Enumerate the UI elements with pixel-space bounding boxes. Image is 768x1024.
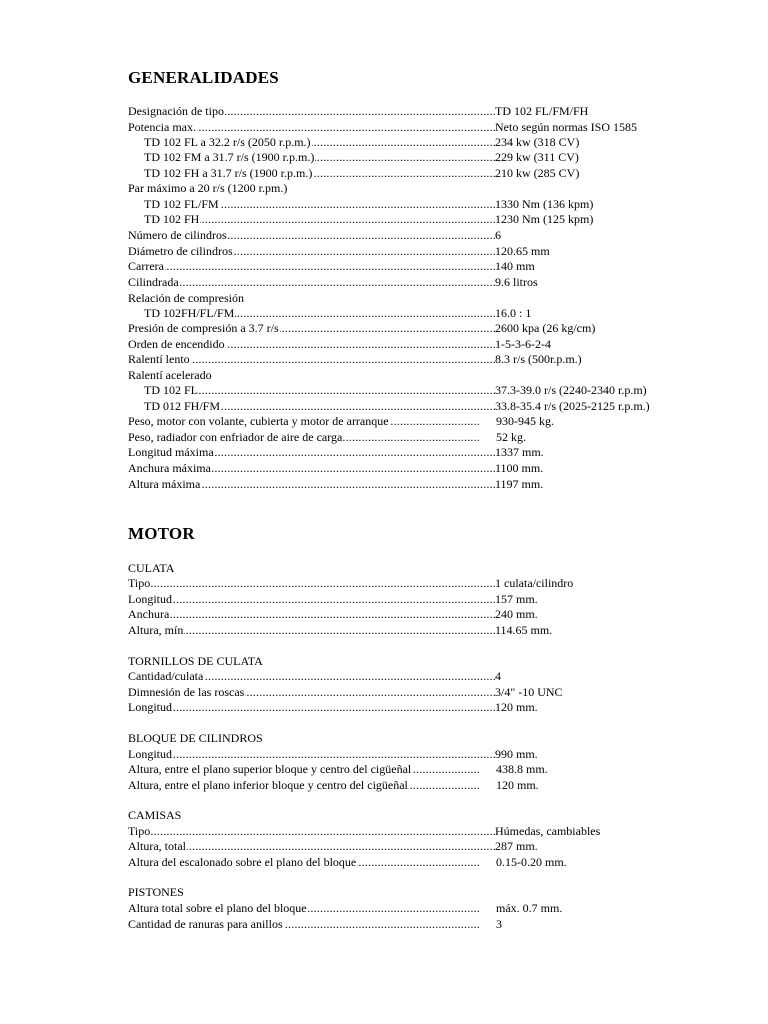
spec-label: TD 102 FL [144,383,198,397]
spec-value: Neto según normas ISO 1585 [495,120,637,134]
spec-label: Peso, radiador con enfriador de aire de carga [128,430,343,444]
spec-label: Anchura [128,607,170,621]
subsection-title-pistones: PISTONES [128,885,184,899]
spec-label: Altura, mín [128,623,184,637]
subsection-title-bloque: BLOQUE DE CILINDROS [128,731,263,745]
spec-group-label: Relación de compresión [128,291,244,305]
spec-value: 140 mm [495,259,535,273]
spec-label: Altura, entre el plano superior bloque y centro del cigüeñal [128,762,412,776]
spec-value: 438.8 mm. [496,762,548,776]
spec-label: Altura, entre el plano inferior bloque y centro del cigüeñal [128,778,408,792]
spec-value: 234 kw (318 CV) [495,135,580,149]
section-title-generalidades: GENERALIDADES [128,68,279,87]
spec-label: TD 102 FH [144,212,200,226]
spec-value: 120.65 mm [495,244,550,258]
spec-value: 1337 mm. [495,445,544,459]
spec-label: TD 102 FM a 31.7 r/s (1900 r.p.m.) [144,150,315,164]
spec-value: 4 [495,669,501,683]
spec-value: 52 kg. [496,430,526,444]
spec-label: TD 012 FH/FM [144,399,221,413]
spec-value: Húmedas, cambiables [495,824,601,838]
spec-value: 0.15-0.20 mm. [496,855,567,869]
spec-value: 3/4" -10 UNC [495,685,563,699]
spec-value: 930-945 kg. [496,414,554,428]
spec-label: Orden de encendido [128,337,225,351]
spec-label: Designación de tipo [128,104,224,118]
spec-group-label: Par máximo a 20 r/s (1200 r.pm.) [128,181,288,195]
spec-value: 1-5-3-6-2-4 [495,337,551,351]
spec-label: Altura total sobre el plano del bloque [128,901,307,915]
spec-label: Número de cilindros [128,228,227,242]
spec-label: Altura, total [128,839,186,853]
spec-value: 229 kw (311 CV) [495,150,579,164]
spec-value: 3 [496,917,502,931]
spec-label: Tipo [128,824,151,838]
subsection-title-tornillos: TORNILLOS DE CULATA [128,654,263,668]
spec-label: Longitud [128,592,172,606]
spec-label: Cantidad de ranuras para anillos [128,917,283,931]
spec-value: 240 mm. [495,607,538,621]
spec-value: 8.3 r/s (500r.p.m.) [495,352,582,366]
spec-value: 990 mm. [495,747,538,761]
spec-value: 157 mm. [495,592,538,606]
spec-label: TD 102 FL a 32.2 r/s (2050 r.p.m.) [144,135,311,149]
spec-value: 6 [495,228,501,242]
spec-label: TD 102 FH a 31.7 r/s (1900 r.p.m.) [144,166,313,180]
spec-value: máx. 0.7 mm. [496,901,563,915]
spec-label: Cilindrada [128,275,179,289]
spec-value: 37.3-39.0 r/s (2240-2340 r.p.m) [495,383,647,397]
spec-value: 9.6 litros [495,275,538,289]
spec-label: TD 102 FL/FM [144,197,219,211]
spec-value: 120 mm. [495,700,538,714]
subsection-title-camisas: CAMISAS [128,808,182,822]
spec-label: TD 102FH/FL/FM [144,306,235,320]
spec-label: Diámetro de cilindros [128,244,233,258]
spec-label: Altura máxima [128,477,201,491]
section-title-motor: MOTOR [128,524,195,543]
subsection-title-culata: CULATA [128,561,175,575]
spec-group-label: Ralentí acelerado [128,368,212,382]
spec-label: Carrera [128,259,164,273]
spec-value: 1230 Nm (125 kpm) [495,212,594,226]
spec-label: Altura del escalonado sobre el plano del bloque [128,855,357,869]
spec-value: 1330 Nm (136 kpm) [495,197,594,211]
spec-label: Anchura máxima [128,461,211,475]
spec-label: Peso, motor con volante, cubierta y motor de arranque [128,414,389,428]
spec-value: 1197 mm. [495,477,544,491]
spec-value: 1100 mm. [495,461,544,475]
spec-label: Presión de compresión a 3.7 r/s [128,321,279,335]
spec-value: 2600 kpa (26 kg/cm) [495,321,596,335]
spec-value: 210 kw (285 CV) [495,166,580,180]
spec-value: 33.8-35.4 r/s (2025-2125 r.p.m.) [495,399,650,413]
spec-value: 1 culata/cilindro [495,576,574,590]
spec-label: Potencia max. [128,120,196,134]
spec-value: 114.65 mm. [495,623,553,637]
spec-value: 16.0 : 1 [495,306,532,320]
spec-value: 120 mm. [496,778,539,792]
spec-value: TD 102 FL/FM/FH [495,104,589,118]
spec-label: Cantidad/culata [128,669,204,683]
spec-label: Dimnesión de las roscas [128,685,245,699]
spec-value: 287 mm. [495,839,538,853]
spec-label: Longitud [128,700,172,714]
spec-label: Longitud máxima [128,445,214,459]
spec-label: Ralentí lento [128,352,190,366]
spec-label: Longitud [128,747,172,761]
spec-label: Tipo [128,576,151,590]
